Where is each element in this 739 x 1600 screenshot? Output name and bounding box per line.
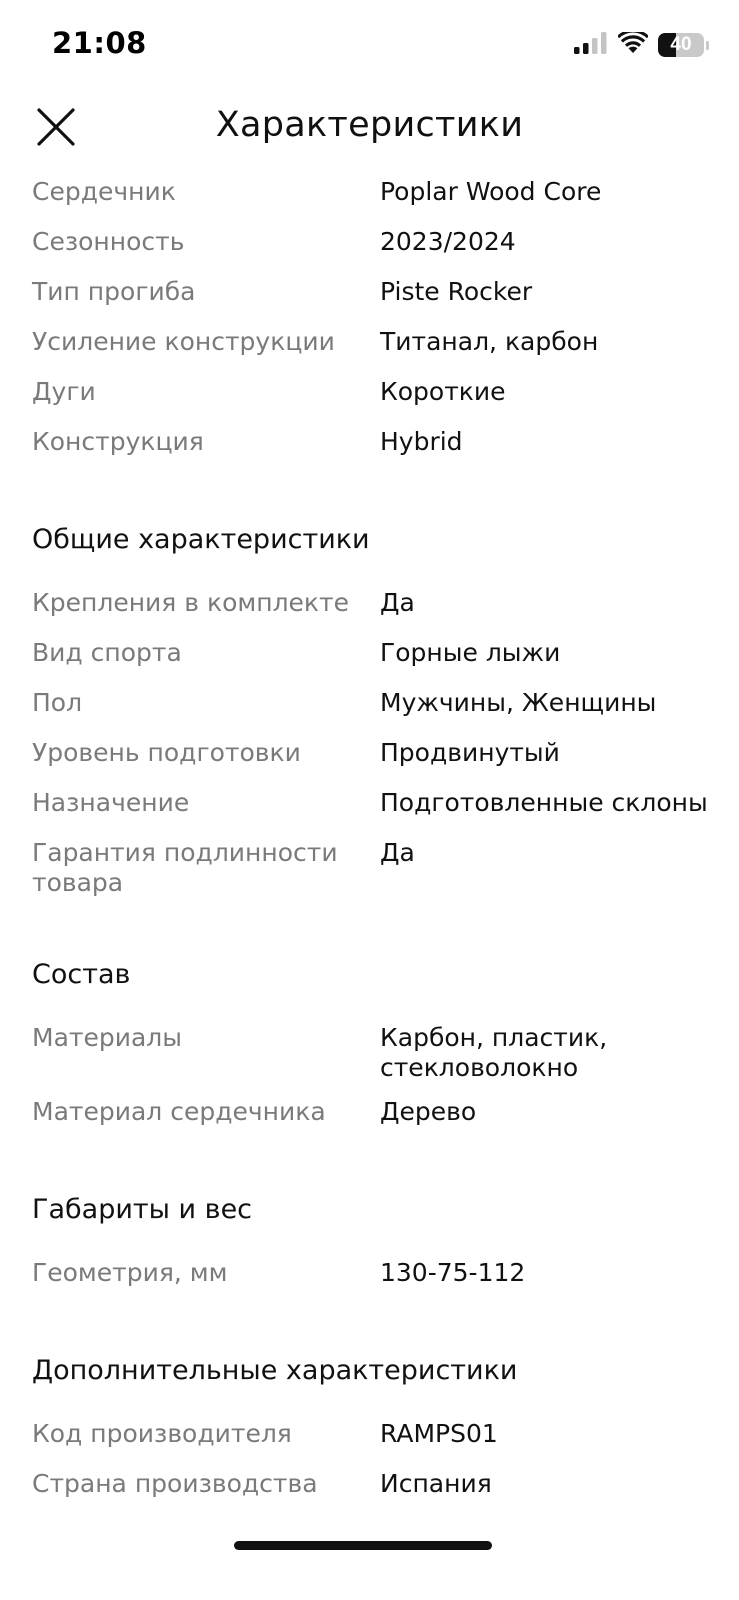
spec-label: Геометрия, мм: [32, 1258, 228, 1287]
composition-specs-list: [32, 1016, 712, 1140]
spec-label: Сезонность: [32, 227, 185, 256]
spec-value: Да: [380, 838, 415, 867]
spec-row: [32, 681, 712, 731]
spec-value: 130-75-112: [380, 1258, 526, 1287]
status-bar: [0, 0, 739, 90]
battery-tip: [706, 41, 709, 50]
spec-value: RAMPS01: [380, 1419, 498, 1448]
battery-level: 40: [670, 34, 692, 55]
spec-row: [32, 781, 712, 831]
spec-row: [32, 731, 712, 781]
spec-label: Уровень подготовки: [32, 738, 301, 767]
spec-row: [32, 1251, 712, 1301]
home-indicator[interactable]: [234, 1541, 492, 1550]
dimensions-specs-list: [32, 1251, 712, 1301]
spec-value: Дерево: [380, 1097, 477, 1126]
spec-value: Продвинутый: [380, 738, 560, 767]
general-specs-list: [32, 581, 712, 905]
spec-label: Пол: [32, 688, 83, 717]
spec-row: [32, 1462, 712, 1512]
spec-row: [32, 1090, 712, 1140]
spec-row: [32, 831, 712, 905]
spec-label: Материалы: [32, 1023, 182, 1052]
section-title-dimensions: Габариты и вес: [32, 1194, 253, 1225]
extra-specs-list: [32, 1412, 712, 1512]
spec-row: [32, 220, 712, 270]
spec-row: [32, 320, 712, 370]
spec-label: Страна производства: [32, 1469, 318, 1498]
section-title-extra: Дополнительные характеристики: [32, 1355, 518, 1386]
section-title-general: Общие характеристики: [32, 524, 370, 555]
status-time: 21:08: [52, 26, 147, 60]
spec-row: [32, 581, 712, 631]
header: [0, 95, 739, 165]
spec-value: Poplar Wood Core: [380, 177, 602, 206]
spec-value: Титанал, карбон: [380, 327, 599, 356]
status-icons: [574, 32, 709, 58]
signal-icon: [574, 32, 608, 58]
spec-label: Вид спорта: [32, 638, 182, 667]
spec-value: Короткие: [380, 377, 506, 406]
spec-row: [32, 1016, 712, 1090]
spec-row: [32, 170, 712, 220]
page-title: Характеристики: [215, 105, 524, 145]
spec-value: Испания: [380, 1469, 492, 1498]
spec-row: [32, 270, 712, 320]
spec-value: Hybrid: [380, 427, 463, 456]
spec-value: Подготовленные склоны: [380, 788, 708, 817]
wifi-icon: [618, 32, 648, 58]
section-title-composition: Состав: [32, 959, 131, 990]
spec-label: Усиление конструкции: [32, 327, 335, 356]
spec-label: Материал сердечника: [32, 1097, 326, 1126]
battery-icon: [658, 33, 704, 57]
spec-row: [32, 370, 712, 420]
spec-label: Конструкция: [32, 427, 204, 456]
spec-value: Мужчины, Женщины: [380, 688, 657, 717]
spec-row: [32, 420, 712, 470]
spec-value: Горные лыжи: [380, 638, 561, 667]
spec-label: Тип прогиба: [32, 277, 196, 306]
spec-label: Крепления в комплекте: [32, 588, 349, 617]
top-specs-list: [32, 170, 712, 470]
spec-label: Назначение: [32, 788, 190, 817]
spec-row: [32, 1412, 712, 1462]
spec-label: Сердечник: [32, 177, 176, 206]
spec-label: Код производителя: [32, 1419, 292, 1448]
specs-content: [32, 170, 712, 1512]
spec-value: Карбон, пластик, стекловолокно: [380, 1023, 608, 1082]
spec-row: [32, 631, 712, 681]
spec-label: Гарантия подлинности товара: [32, 838, 338, 897]
spec-value: Да: [380, 588, 415, 617]
spec-value: 2023/2024: [380, 227, 516, 256]
spec-label: Дуги: [32, 377, 96, 406]
spec-value: Piste Rocker: [380, 277, 533, 306]
